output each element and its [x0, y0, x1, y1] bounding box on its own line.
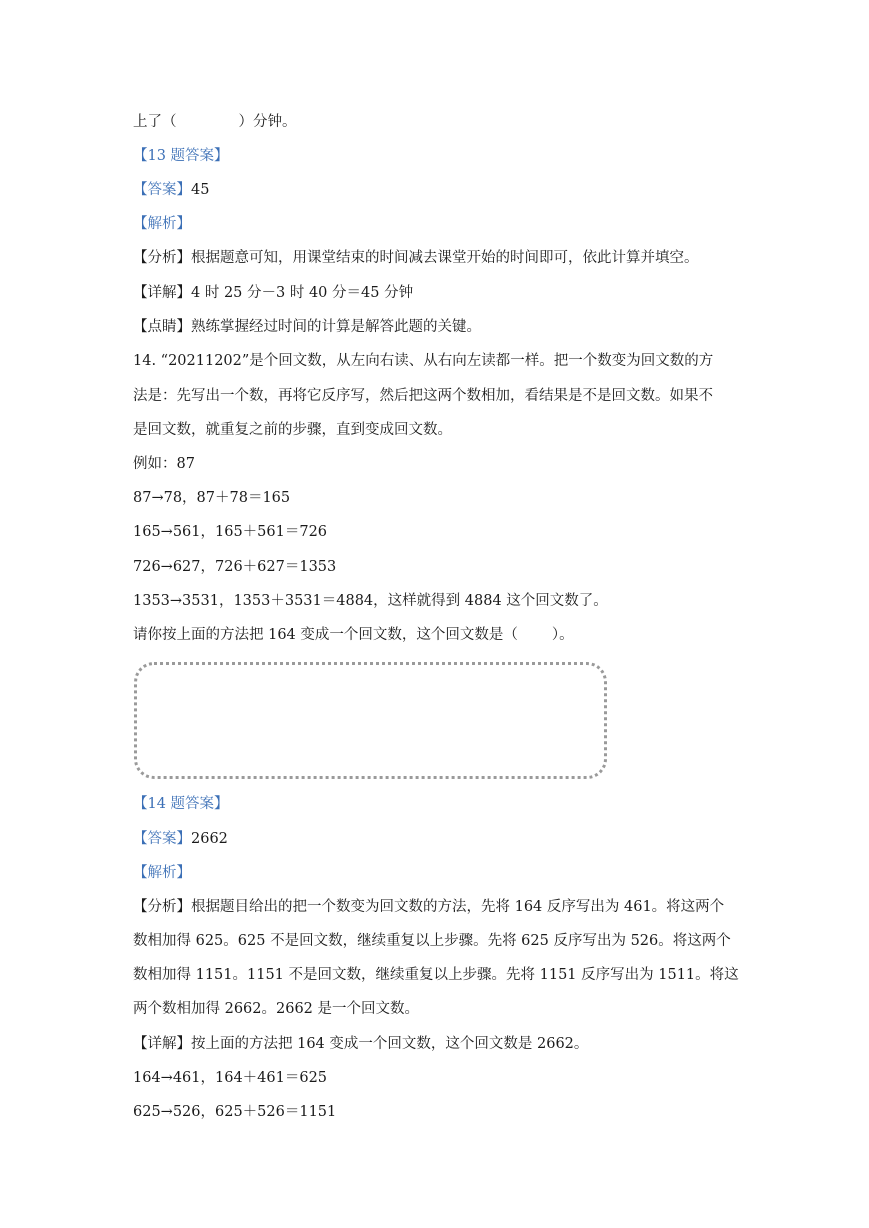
q14-fenxi-line-1: [133, 897, 724, 917]
q13-answer-header: 【13 题答案】: [133, 148, 229, 164]
xiangjie-tag: 【详解】: [133, 285, 191, 301]
dianjing-tag: 【点睛】: [133, 319, 191, 335]
q14-xiangjie-line: [133, 1034, 588, 1054]
q14-example-step: 726→627，726＋627＝1353: [133, 559, 337, 575]
q14-fenxi-line-4: 两个数相加得 2662。2662 是一个回文数。: [133, 1001, 420, 1017]
xiangjie-tag: 【详解】: [133, 1036, 191, 1052]
q14-answer-value: 2662: [191, 831, 228, 847]
fenxi-tag: 【分析】: [133, 899, 191, 915]
answer-work-box: [134, 662, 607, 779]
q14-step: 625→526，625＋526＝1151: [133, 1104, 337, 1120]
q14-question-line-2: 法是：先写出一个数，再将它反序写，然后把这两个数相加，看结果是不是回文数。如果不: [133, 388, 713, 404]
q14-example-step: 87→78，87＋78＝165: [133, 490, 291, 506]
q14-fenxi-line-2: 数相加得 625。625 不是回文数，继续重复以上步骤。先将 625 反序写出为 526。将这两个: [133, 933, 731, 949]
q14-example-step: 1353→3531，1353＋3531＝4884，这样就得到 4884 这个回文数了。: [133, 593, 608, 609]
q13-question-tail: [133, 112, 297, 132]
q13-fenxi-line: [133, 248, 699, 268]
q13-analysis-header: 【解析】: [133, 216, 191, 232]
q14-step: 164→461，164＋461＝625: [133, 1070, 328, 1086]
q14-answer-line: [133, 829, 228, 849]
answer-tag: 【答案】: [133, 182, 191, 198]
fenxi-tag: 【分析】: [133, 250, 191, 266]
q14-example-label: 例如：87: [133, 456, 195, 472]
q14-question-line-1: 14. “20211202”是个回文数，从左向右读、从右向左读都一样。把一个数变为回文数的方: [133, 353, 714, 369]
q14-prompt-text-b: ）。: [551, 627, 574, 643]
q13-dianjing-line: [133, 317, 481, 337]
answer-tag: 【答案】: [133, 831, 191, 847]
q14-fenxi-line-3: 数相加得 1151。1151 不是回文数，继续重复以上步骤。先将 1151 反序写出为 1511。将这: [133, 967, 739, 983]
q14-answer-header: 【14 题答案】: [133, 796, 229, 812]
q14-prompt: [133, 625, 574, 645]
q14-fenxi-text-1: 根据题目给出的把一个数变为回文数的方法，先将 164 反序写出为 461。将这两个: [191, 899, 725, 915]
q14-question-line-3: 是回文数，就重复之前的步骤，直到变成回文数。: [133, 422, 452, 438]
q13-fenxi-text: 根据题意可知，用课堂结束的时间减去课堂开始的时间即可，依此计算并填空。: [191, 250, 699, 266]
q13-answer-value: 45: [191, 182, 210, 198]
q14-prompt-text-a: 请你按上面的方法把 164 变成一个回文数，这个回文数是（: [133, 627, 518, 643]
q13-xiangjie-text: 4 时 25 分－3 时 40 分＝45 分钟: [191, 285, 414, 301]
q13-xiangjie-line: [133, 283, 413, 303]
q13-tail-text-b: ）分钟。: [238, 114, 297, 130]
q13-tail-text-a: 上了（: [133, 114, 177, 130]
q14-example-step: 165→561，165＋561＝726: [133, 524, 328, 540]
q14-analysis-header: 【解析】: [133, 865, 191, 881]
q14-xiangjie-text: 按上面的方法把 164 变成一个回文数，这个回文数是 2662。: [191, 1036, 589, 1052]
q13-answer-line: [133, 180, 209, 200]
q13-dianjing-text: 熟练掌握经过时间的计算是解答此题的关键。: [191, 319, 481, 335]
